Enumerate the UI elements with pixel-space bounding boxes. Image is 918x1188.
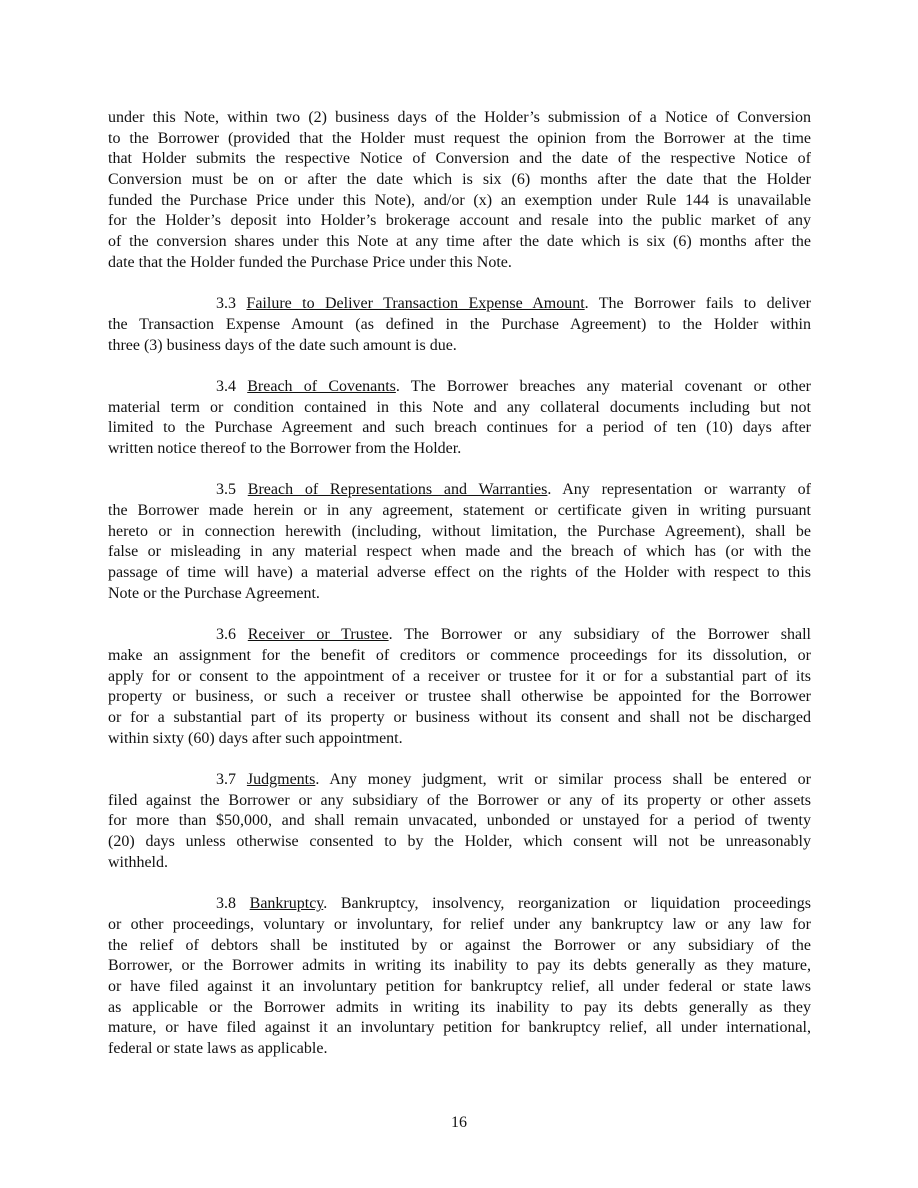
text-line: [108, 377, 811, 398]
section-paragraph: [108, 480, 811, 604]
text-line: filed against the Borrower or any subsidiary of the Borrower or any of its property or other assets: [108, 791, 811, 809]
section-paragraph: [108, 894, 811, 1060]
text-line: the relief of debtors shall be instituted by or against the Borrower or any subsidiary of the: [108, 936, 811, 954]
document-body: [108, 108, 811, 1080]
section-number: 3.3: [216, 295, 247, 313]
section-text: . The Borrower or any subsidiary of the Borrower shall: [388, 626, 811, 644]
section-heading: Receiver or Trustee: [247, 626, 389, 644]
text-line: that Holder submits the respective Notice of Conversion and the date of the respective Notice of: [108, 150, 811, 168]
text-line: (20) days unless otherwise consented to by the Holder, which consent will not be unreasonably: [108, 833, 811, 851]
text-line: [108, 625, 811, 646]
section-text: . The Borrower fails to deliver: [584, 295, 812, 313]
text-line: property or business, or such a receiver or trustee shall otherwise be appointed for the Borrower: [108, 688, 811, 706]
section-heading: Failure to Deliver Transaction Expense Amount: [246, 295, 585, 313]
section-number: 3.8: [216, 895, 250, 913]
text-line: the Transaction Expense Amount (as defined in the Purchase Agreement) to the Holder within: [108, 315, 811, 333]
text-line: [108, 294, 811, 315]
text-line: for the Holder’s deposit into Holder’s brokerage account and resale into the public market of any: [108, 212, 811, 230]
text-line: Note or the Purchase Agreement.: [108, 584, 320, 602]
text-line: material term or condition contained in this Note and any collateral documents including but not: [108, 398, 811, 416]
text-line: [108, 770, 811, 791]
text-line: mature, or have filed against it an involuntary petition for bankruptcy relief, all under international,: [108, 1019, 811, 1037]
section-number: 3.4: [216, 377, 248, 395]
text-line: [108, 894, 811, 915]
text-line: as applicable or the Borrower admits in writing its inability to pay its debts generally as they: [108, 998, 811, 1016]
section-heading: Bankruptcy: [249, 895, 324, 913]
text-line: passage of time will have) a material adverse effect on the rights of the Holder with respect to this: [108, 564, 811, 582]
text-line: for more than $50,000, and shall remain unvacated, unbonded or unstayed for a period of twenty: [108, 812, 811, 830]
section-heading: Breach of Covenants: [247, 377, 396, 395]
section-paragraph: [108, 377, 811, 460]
text-line: three (3) business days of the date such amount is due.: [108, 336, 457, 354]
section-number: 3.5: [216, 481, 248, 499]
text-line: false or misleading in any material respect when made and the breach of which has (or with the: [108, 543, 811, 561]
text-line: [108, 480, 811, 501]
text-line: to the Borrower (provided that the Holder must request the opinion from the Borrower at the time: [108, 129, 811, 147]
continuation-paragraph: [108, 108, 811, 274]
text-line: funded the Purchase Price under this Note), and/or (x) an exemption under Rule 144 is unavailable: [108, 191, 811, 209]
section-heading: Judgments: [246, 771, 316, 788]
section-heading: Breach of Representations and Warranties: [247, 481, 548, 499]
text-line: apply for or consent to the appointment of a receiver or trustee for it or for a substantial part of its: [108, 667, 811, 685]
text-line: federal or state laws as applicable.: [108, 1039, 328, 1057]
section-number: 3.6: [216, 626, 248, 644]
text-line: hereto or in connection herewith (including, without limitation, the Purchase Agreement), shall be: [108, 522, 811, 540]
section-paragraph: [108, 770, 811, 873]
section-paragraph: [108, 625, 811, 749]
text-line: limited to the Purchase Agreement and such breach continues for a period of ten (10) days after: [108, 419, 811, 437]
text-line: or for a substantial part of its property or business without its consent and shall not be discharged: [108, 708, 811, 726]
text-line: date that the Holder funded the Purchase Price under this Note.: [108, 253, 512, 271]
text-line: or other proceedings, voluntary or involuntary, for relief under any bankruptcy law or any law for: [108, 915, 811, 933]
text-line: Borrower, or the Borrower admits in writing its inability to pay its debts generally as they mature,: [108, 957, 811, 975]
text-line: or have filed against it an involuntary petition for bankruptcy relief, all under federal or state laws: [108, 977, 811, 995]
section-text: . The Borrower breaches any material covenant or other: [395, 377, 812, 395]
text-line: the Borrower made herein or in any agreement, statement or certificate given in writing pursuant: [108, 502, 811, 520]
text-line: written notice thereof to the Borrower from the Holder.: [108, 440, 462, 457]
section-text: . Any money judgment, writ or similar process shall be entered or: [315, 771, 812, 788]
text-line: make an assignment for the benefit of creditors or commence proceedings for its dissolution, or: [108, 646, 811, 664]
text-line: Conversion must be on or after the date which is six (6) months after the date that the Holder: [108, 171, 811, 189]
section-number: 3.7: [216, 771, 247, 788]
text-line: of the conversion shares under this Note at any time after the date which is six (6) months after the: [108, 233, 811, 251]
section-text: . Any representation or warranty of: [547, 481, 812, 499]
text-line: withheld.: [108, 853, 168, 871]
page-number: 16: [451, 1114, 467, 1131]
text-line: within sixty (60) days after such appointment.: [108, 729, 403, 747]
section-text: . Bankruptcy, insolvency, reorganization or liquidation proceedings: [323, 895, 812, 913]
section-paragraph: [108, 294, 811, 356]
text-line: under this Note, within two (2) business days of the Holder’s submission of a Notice of Conversion: [108, 109, 811, 126]
